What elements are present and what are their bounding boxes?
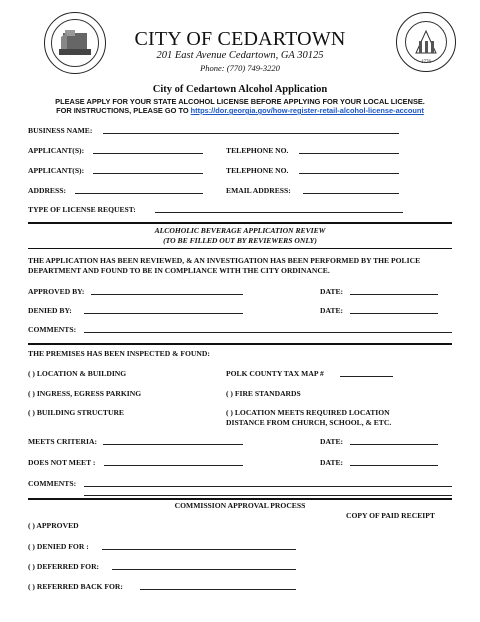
form-title: City of Cedartown Alcohol Application (152, 84, 328, 95)
section-divider (28, 498, 452, 500)
applicant-2-field[interactable] (93, 173, 203, 174)
approved-by-label: APPROVED BY: (28, 287, 85, 296)
city-phone: Phone: (770) 749-3220 (200, 63, 280, 73)
applicant-1-field[interactable] (93, 153, 203, 154)
tax-map-label: POLK COUNTY TAX MAP # (226, 369, 324, 378)
telephone-1-label: TELEPHONE NO. (226, 146, 289, 155)
notice-line-2 (0, 106, 480, 115)
paid-receipt-label: COPY OF PAID RECEIPT (346, 511, 435, 520)
does-not-meet-date-field[interactable] (350, 465, 438, 466)
meets-criteria-label: MEETS CRITERIA: (28, 437, 97, 446)
does-not-meet-field[interactable] (104, 465, 243, 466)
location-building-checkbox[interactable]: ( ) LOCATION & BUILDING (28, 369, 127, 378)
denied-for-field[interactable] (102, 549, 296, 550)
review-subheading: (TO BE FILLED OUT BY REVIEWERS ONLY) (163, 236, 317, 245)
license-type-field[interactable] (155, 212, 403, 213)
does-not-meet-label: DOES NOT MEET : (28, 458, 96, 467)
state-seal-year: 1776 (421, 60, 431, 65)
denied-for-checkbox[interactable]: ( ) DENIED FOR : (28, 542, 89, 551)
denied-by-field[interactable] (84, 313, 243, 314)
building-structure-checkbox[interactable]: ( ) BUILDING STRUCTURE (28, 408, 124, 417)
meets-date-label: DATE: (320, 437, 344, 446)
email-label: EMAIL ADDRESS: (226, 186, 291, 195)
city-address: 201 East Avenue Cedartown, GA 30125 (156, 50, 324, 61)
location-distance-text: DISTANCE FROM CHURCH, SCHOOL, & ETC. (226, 418, 392, 427)
telephone-2-label: TELEPHONE NO. (226, 166, 289, 175)
approved-date-field[interactable] (350, 294, 438, 295)
address-field[interactable] (75, 193, 203, 194)
business-name-field[interactable] (103, 133, 399, 134)
denied-date-label: DATE: (320, 306, 344, 315)
notice-prefix: FOR INSTRUCTIONS, PLEASE GO TO (56, 106, 191, 115)
business-name-label: BUSINESS NAME: (28, 126, 93, 135)
review-comments-field[interactable] (84, 332, 452, 333)
city-title: CITY OF CEDARTOWN (134, 28, 346, 50)
applicant-2-label: APPLICANT(S): (28, 166, 85, 175)
email-field[interactable] (303, 193, 399, 194)
dor-instructions-link[interactable]: https://dor.georgia.gov/how-register-retail-alcohol-license-account (190, 106, 424, 115)
notice-line-1: PLEASE APPLY FOR YOUR STATE ALCOHOL LICENSE BEFORE APPLYING FOR YOUR LOCAL LICENSE. (55, 97, 425, 106)
approved-checkbox[interactable]: ( ) APPROVED (28, 521, 79, 530)
tax-map-field[interactable] (340, 376, 393, 377)
does-not-meet-date-label: DATE: (320, 458, 344, 467)
inspection-comments-field-2[interactable] (84, 495, 452, 496)
deferred-for-field[interactable] (112, 569, 296, 570)
address-label: ADDRESS: (28, 186, 66, 195)
inspection-comments-field[interactable] (84, 486, 452, 487)
meets-criteria-field[interactable] (103, 444, 243, 445)
inspection-comments-label: COMMENTS: (28, 479, 77, 488)
telephone-2-field[interactable] (299, 173, 399, 174)
commission-heading: COMMISSION APPROVAL PROCESS (174, 501, 306, 510)
review-comments-label: COMMENTS: (28, 325, 77, 334)
section-divider (28, 222, 452, 224)
section-divider (28, 248, 452, 249)
approved-date-label: DATE: (320, 287, 344, 296)
deferred-for-checkbox[interactable]: ( ) DEFERRED FOR: (28, 562, 100, 571)
applicant-1-label: APPLICANT(S): (28, 146, 85, 155)
section-divider (28, 343, 452, 345)
inspection-heading: THE PREMISES HAS BEEN INSPECTED & FOUND: (28, 349, 210, 358)
telephone-1-field[interactable] (299, 153, 399, 154)
referred-back-field[interactable] (140, 589, 296, 590)
review-heading: ALCOHOLIC BEVERAGE APPLICATION REVIEW (154, 226, 326, 235)
location-distance-checkbox[interactable]: ( ) LOCATION MEETS REQUIRED LOCATION (226, 408, 390, 417)
ingress-checkbox[interactable]: ( ) INGRESS, EGRESS PARKING (28, 389, 142, 398)
referred-back-checkbox[interactable]: ( ) REFERRED BACK FOR: (28, 582, 123, 591)
approved-by-field[interactable] (91, 294, 243, 295)
denied-date-field[interactable] (350, 313, 438, 314)
meets-date-field[interactable] (350, 444, 438, 445)
review-statement: THE APPLICATION HAS BEEN REVIEWED, & AN INVESTIGATION HAS BEEN PERFORMED BY THE POLICE DEPARTMENT AND FOUND TO BE IN COMPLIANCE WITH THE CITY ORDINANCE. (28, 256, 421, 275)
license-type-label: TYPE OF LICENSE REQUEST: (28, 205, 136, 214)
fire-standards-checkbox[interactable]: ( ) FIRE STANDARDS (226, 389, 301, 398)
denied-by-label: DENIED BY: (28, 306, 72, 315)
